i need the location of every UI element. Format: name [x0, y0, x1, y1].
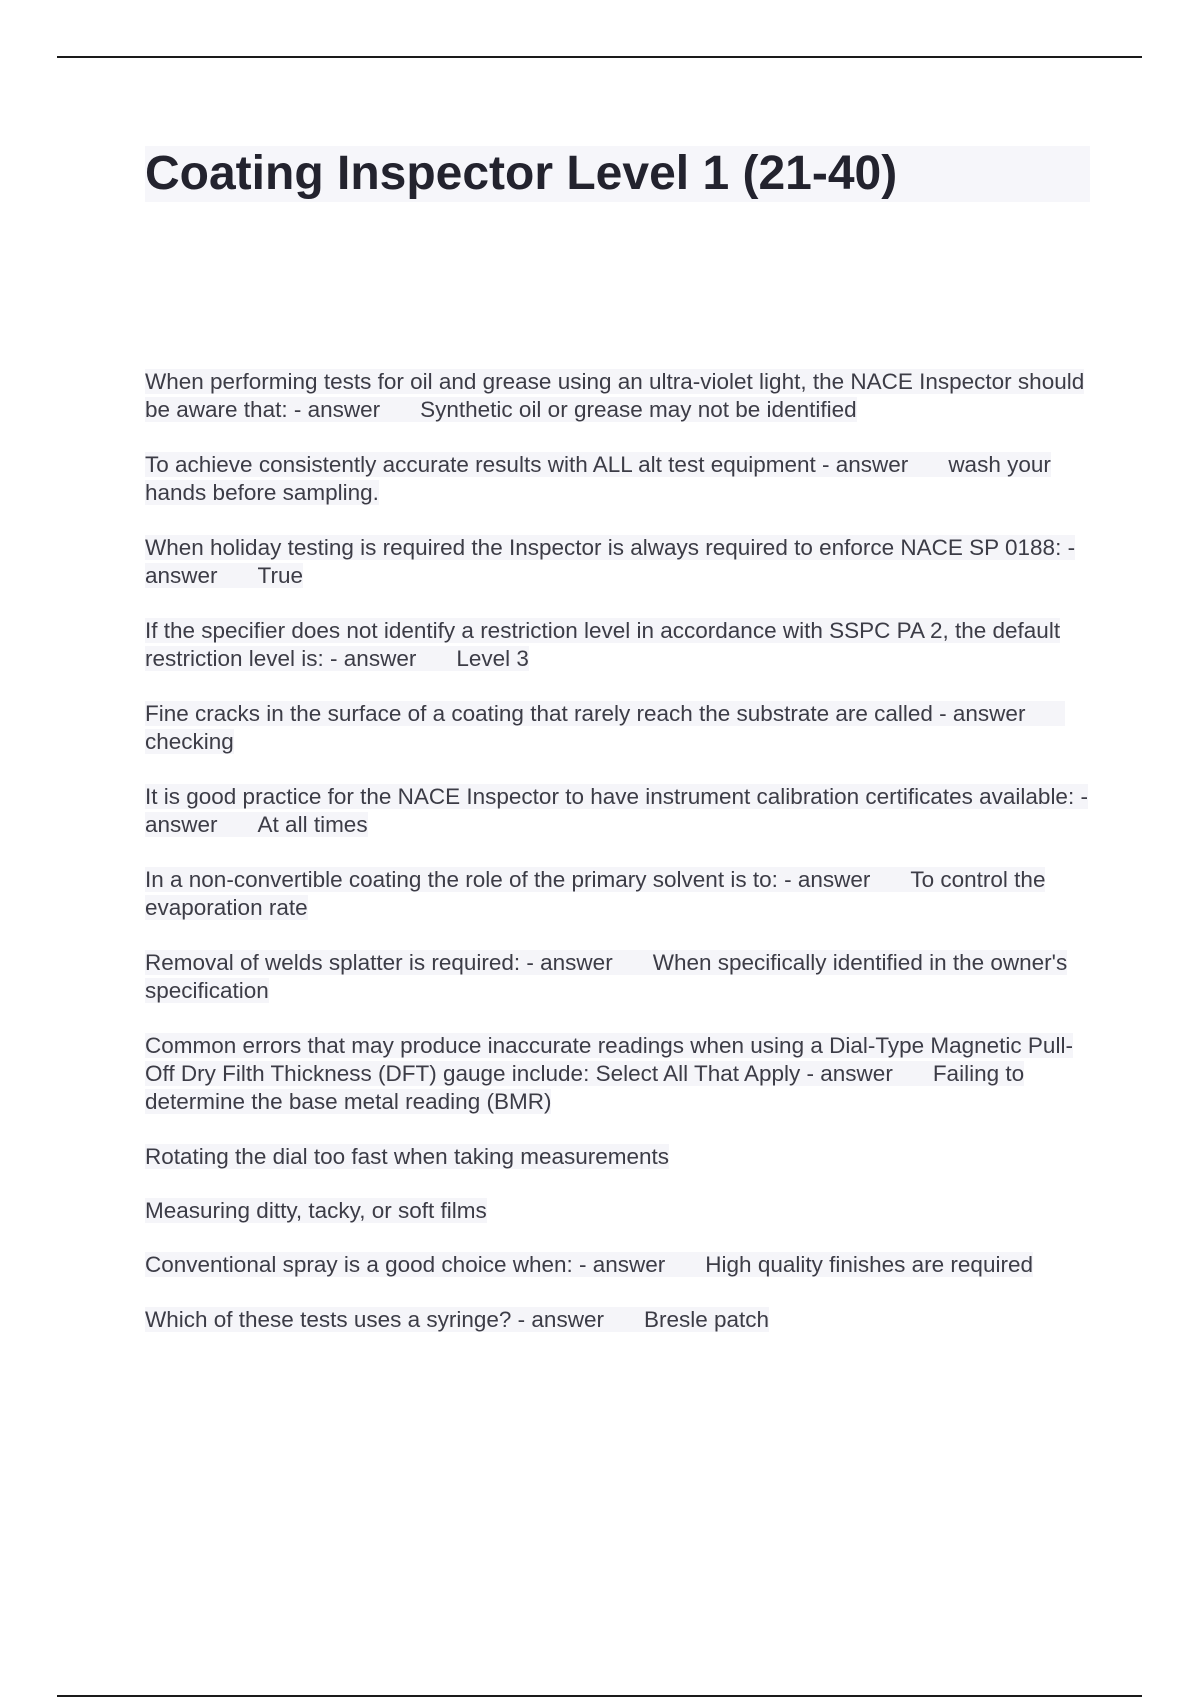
question-text: Removal of welds splatter is required: - answer	[145, 950, 613, 975]
qa-item	[145, 866, 1090, 922]
question-text: To achieve consistently accurate results with ALL alt test equipment - answer	[145, 452, 909, 477]
qa-item	[145, 700, 1090, 756]
qa-item	[145, 451, 1090, 507]
qa-list	[145, 368, 1090, 1361]
question-text: Common errors that may produce inaccurate readings when using a Dial-Type Magnetic Pull-Off Dry Filth Thickness (DFT) gauge include: Select All That Apply - answer	[145, 1033, 1073, 1086]
question-text: Conventional spray is a good choice when: - answer	[145, 1252, 666, 1277]
qa-item	[145, 617, 1090, 673]
qa-item	[145, 368, 1090, 424]
answer-continuation	[145, 1197, 1090, 1225]
answer-text: True	[257, 563, 303, 588]
answer-text: To control the evaporation rate	[145, 867, 1046, 920]
answer-text: wash your hands before sampling.	[145, 452, 1051, 505]
qa-item	[145, 783, 1090, 839]
qa-item	[145, 534, 1090, 590]
question-text: If the specifier does not identify a restriction level in accordance with SSPC PA 2, the default restriction level is: - answer	[145, 618, 1061, 671]
qa-item	[145, 1032, 1090, 1116]
question-text: When holiday testing is required the Inspector is always required to enforce NACE SP 0188: - answer	[145, 535, 1076, 588]
question-text: Fine cracks in the surface of a coating that rarely reach the substrate are called - answer	[145, 701, 1026, 726]
answer-text: At all times	[257, 812, 368, 837]
answer-continuation	[145, 1143, 1090, 1171]
top-rule	[57, 56, 1142, 58]
page-title: Coating Inspector Level 1 (21-40)	[145, 147, 898, 200]
question-text: It is good practice for the NACE Inspector to have instrument calibration certificates available: - answer	[145, 784, 1088, 837]
answer-text: Bresle patch	[643, 1307, 770, 1332]
question-text: Which of these tests uses a syringe? - answer	[145, 1307, 604, 1332]
answer-text: When specifically identified in the owner's specification	[145, 950, 1068, 1003]
answer-text: High quality finishes are required	[705, 1252, 1033, 1277]
answer-text: Measuring ditty, tacky, or soft films	[145, 1198, 487, 1223]
answer-text: Failing to determine the base metal reading (BMR)	[145, 1061, 1025, 1114]
question-text: In a non-convertible coating the role of the primary solvent is to: - answer	[145, 867, 871, 892]
answer-text: checking	[145, 729, 234, 754]
qa-item	[145, 1306, 1090, 1334]
question-text: When performing tests for oil and grease using an ultra-violet light, the NACE Inspector should be aware that: - answer	[145, 369, 1085, 422]
bottom-rule	[57, 1695, 1142, 1697]
answer-text: Rotating the dial too fast when taking measurements	[145, 1144, 670, 1169]
answer-text: Level 3	[456, 646, 529, 671]
qa-item	[145, 1251, 1090, 1279]
qa-item	[145, 949, 1090, 1005]
answer-text: Synthetic oil or grease may not be identified	[420, 397, 857, 422]
